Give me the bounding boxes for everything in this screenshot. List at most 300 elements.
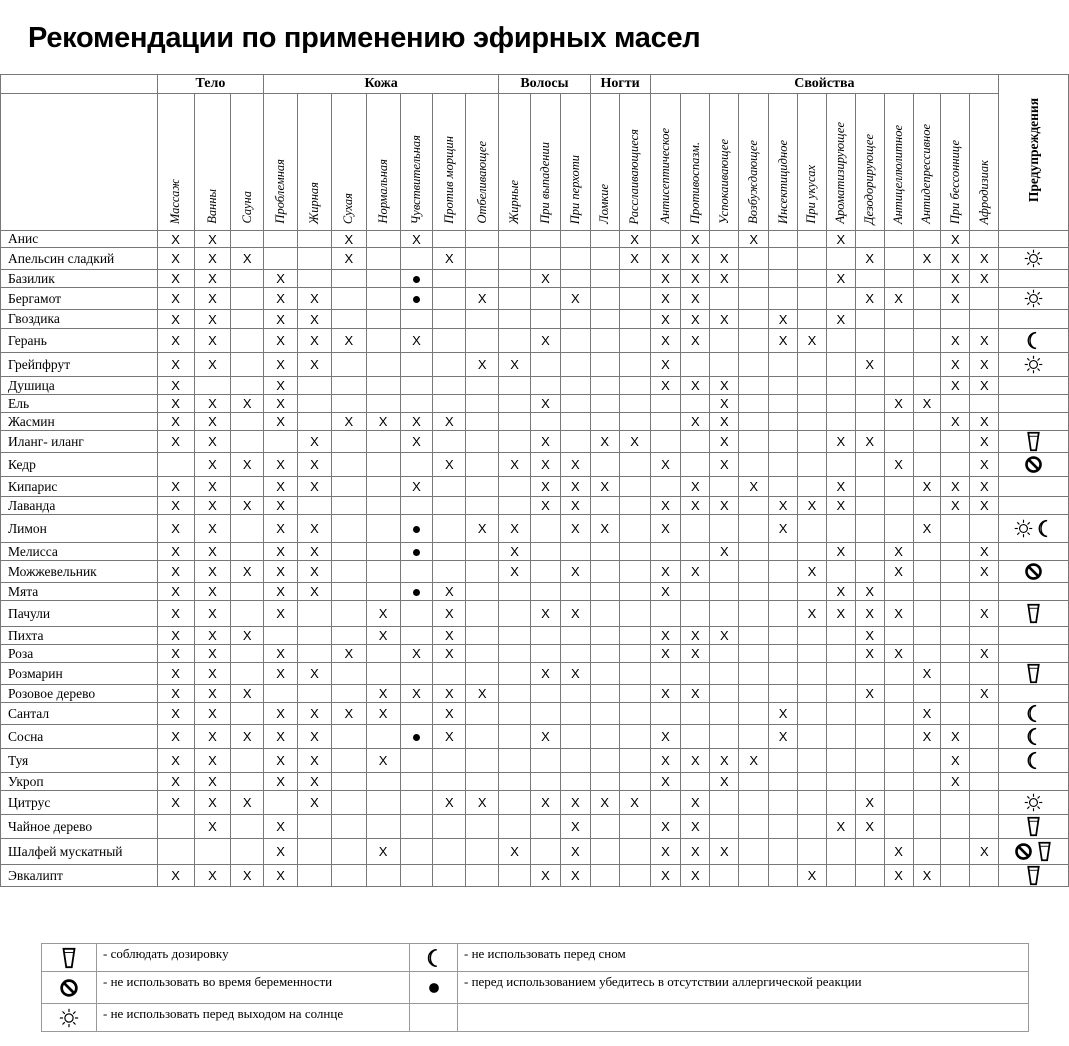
- mark-x: X: [157, 561, 194, 583]
- oil-name: Роза: [1, 645, 158, 663]
- mark-x: X: [433, 453, 466, 477]
- table-row: [1, 248, 1069, 270]
- empty-cell: [590, 248, 619, 270]
- column-header-label: При бессоннице: [947, 139, 962, 224]
- empty-cell: [231, 270, 264, 288]
- legend-text: - соблюдать дозировку: [97, 944, 410, 972]
- empty-cell: [769, 477, 798, 497]
- empty-cell: [400, 353, 433, 377]
- empty-cell: [366, 231, 400, 248]
- mark-x: X: [710, 773, 739, 791]
- empty-cell: [298, 270, 332, 288]
- mark-x: X: [650, 815, 681, 839]
- empty-cell: [797, 310, 826, 329]
- empty-cell: [619, 377, 650, 395]
- mark-x: X: [855, 791, 884, 815]
- empty-cell: [231, 477, 264, 497]
- empty-cell: [710, 815, 739, 839]
- mark-x: X: [855, 353, 884, 377]
- column-header-label: Ароматизирующее: [833, 122, 848, 224]
- mark-x: X: [264, 497, 298, 515]
- mark-x: X: [769, 310, 798, 329]
- column-header: [619, 94, 650, 231]
- empty-cell: [400, 773, 433, 791]
- mark-x: X: [884, 865, 913, 887]
- allergy-dot-icon: [413, 526, 420, 533]
- empty-cell: [590, 413, 619, 431]
- legend-icon-cell: [410, 944, 458, 972]
- mark-x: X: [298, 310, 332, 329]
- empty-cell: [855, 725, 884, 749]
- empty-cell: [739, 497, 769, 515]
- empty-cell: [331, 601, 366, 627]
- empty-cell: [710, 865, 739, 887]
- dosage-glass-icon: [1034, 841, 1055, 862]
- empty-cell: [400, 839, 433, 865]
- empty-cell: [913, 543, 941, 561]
- empty-cell: [366, 453, 400, 477]
- mark-x: X: [650, 497, 681, 515]
- mark-x: X: [264, 601, 298, 627]
- mark-x: X: [560, 497, 590, 515]
- empty-cell: [826, 725, 855, 749]
- group-header: Волосы: [499, 75, 591, 94]
- column-header-label: Сауна: [239, 191, 254, 224]
- mark-x: X: [681, 561, 710, 583]
- mark-x: X: [590, 791, 619, 815]
- empty-cell: [769, 353, 798, 377]
- empty-cell: [797, 431, 826, 453]
- empty-cell: [400, 310, 433, 329]
- mark-x: X: [194, 231, 231, 248]
- empty-cell: [530, 815, 560, 839]
- empty-cell: [855, 413, 884, 431]
- table-row: [1, 839, 1069, 865]
- oils-table: [0, 74, 1069, 887]
- empty-cell: [769, 377, 798, 395]
- mark-x: X: [264, 353, 298, 377]
- mark-x: X: [194, 288, 231, 310]
- empty-cell: [884, 815, 913, 839]
- empty-cell: [797, 543, 826, 561]
- empty-cell: [913, 270, 941, 288]
- mark-x: X: [499, 839, 531, 865]
- mark-x: X: [194, 663, 231, 685]
- empty-cell: [826, 329, 855, 353]
- mark-x: X: [194, 431, 231, 453]
- mark-x: X: [400, 431, 433, 453]
- mark-x: X: [400, 231, 433, 248]
- mark-x: X: [366, 703, 400, 725]
- warnings-cell: [999, 543, 1069, 561]
- oil-name: Душица: [1, 377, 158, 395]
- empty-cell: [433, 477, 466, 497]
- table-row: [1, 231, 1069, 248]
- empty-cell: [884, 791, 913, 815]
- empty-cell: [650, 231, 681, 248]
- empty-cell: [739, 627, 769, 645]
- empty-cell: [884, 353, 913, 377]
- empty-cell: [826, 791, 855, 815]
- mark-x: X: [157, 248, 194, 270]
- dosage-glass-icon: [1023, 663, 1044, 684]
- empty-cell: [366, 773, 400, 791]
- mark-x: X: [157, 773, 194, 791]
- mark-x: X: [298, 329, 332, 353]
- empty-cell: [710, 791, 739, 815]
- empty-cell: [739, 583, 769, 601]
- moon-icon: [1023, 750, 1044, 771]
- mark-x: X: [194, 725, 231, 749]
- empty-cell: [298, 865, 332, 887]
- table-row: [1, 703, 1069, 725]
- empty-cell: [710, 703, 739, 725]
- empty-cell: [884, 663, 913, 685]
- mark-dot-cell: [400, 270, 433, 288]
- mark-x: X: [970, 329, 999, 353]
- mark-x: X: [194, 543, 231, 561]
- warnings-cell: [999, 270, 1069, 288]
- mark-x: X: [826, 583, 855, 601]
- empty-cell: [650, 395, 681, 413]
- empty-cell: [797, 377, 826, 395]
- dosage-glass-icon: [58, 947, 80, 969]
- group-header: Свойства: [650, 75, 999, 94]
- empty-cell: [739, 663, 769, 685]
- empty-cell: [913, 329, 941, 353]
- mark-x: X: [650, 288, 681, 310]
- empty-cell: [797, 773, 826, 791]
- allergy-dot-icon: [413, 296, 420, 303]
- empty-cell: [331, 497, 366, 515]
- mark-x: X: [941, 477, 970, 497]
- empty-cell: [366, 543, 400, 561]
- mark-x: X: [650, 248, 681, 270]
- empty-cell: [560, 703, 590, 725]
- empty-cell: [331, 773, 366, 791]
- mark-x: X: [499, 515, 531, 543]
- mark-x: X: [941, 329, 970, 353]
- mark-x: X: [157, 791, 194, 815]
- table-row: [1, 453, 1069, 477]
- mark-x: X: [619, 248, 650, 270]
- mark-x: X: [194, 497, 231, 515]
- empty-cell: [797, 627, 826, 645]
- empty-cell: [560, 248, 590, 270]
- empty-cell: [913, 685, 941, 703]
- warnings-cell: [999, 815, 1069, 839]
- mark-x: X: [466, 353, 499, 377]
- mark-x: X: [530, 865, 560, 887]
- empty-cell: [797, 395, 826, 413]
- mark-x: X: [264, 515, 298, 543]
- empty-cell: [884, 377, 913, 395]
- empty-cell: [913, 645, 941, 663]
- empty-cell: [331, 627, 366, 645]
- empty-cell: [913, 377, 941, 395]
- mark-dot-cell: [400, 543, 433, 561]
- mark-x: X: [194, 815, 231, 839]
- mark-x: X: [941, 725, 970, 749]
- mark-x: X: [970, 413, 999, 431]
- empty-cell: [855, 543, 884, 561]
- mark-x: X: [884, 453, 913, 477]
- empty-cell: [710, 601, 739, 627]
- empty-cell: [530, 248, 560, 270]
- oil-name: Эвкалипт: [1, 865, 158, 887]
- empty-cell: [650, 601, 681, 627]
- warnings-cell: [999, 413, 1069, 431]
- empty-cell: [739, 395, 769, 413]
- mark-x: X: [194, 645, 231, 663]
- legend-icon-cell: [42, 972, 97, 1004]
- empty-cell: [941, 453, 970, 477]
- dosage-glass-icon: [1023, 865, 1044, 886]
- mark-x: X: [884, 288, 913, 310]
- empty-cell: [970, 865, 999, 887]
- oil-name: Мелисса: [1, 543, 158, 561]
- column-header-label: Жирная: [306, 181, 321, 224]
- mark-x: X: [298, 453, 332, 477]
- empty-cell: [400, 815, 433, 839]
- empty-cell: [619, 773, 650, 791]
- oil-name: Базилик: [1, 270, 158, 288]
- mark-x: X: [157, 583, 194, 601]
- warnings-cell: [999, 288, 1069, 310]
- mark-x: X: [855, 288, 884, 310]
- mark-x: X: [400, 329, 433, 353]
- mark-x: X: [231, 453, 264, 477]
- mark-x: X: [710, 839, 739, 865]
- mark-x: X: [433, 627, 466, 645]
- mark-x: X: [681, 270, 710, 288]
- mark-x: X: [884, 395, 913, 413]
- empty-cell: [231, 515, 264, 543]
- empty-cell: [331, 749, 366, 773]
- warnings-cell: [999, 395, 1069, 413]
- empty-cell: [366, 477, 400, 497]
- empty-cell: [970, 310, 999, 329]
- empty-cell: [331, 515, 366, 543]
- empty-cell: [739, 685, 769, 703]
- empty-cell: [590, 270, 619, 288]
- mark-x: X: [913, 865, 941, 887]
- empty-cell: [826, 685, 855, 703]
- oil-name: Пачули: [1, 601, 158, 627]
- warnings-cell: [999, 645, 1069, 663]
- mark-x: X: [619, 791, 650, 815]
- mark-x: X: [466, 288, 499, 310]
- mark-x: X: [499, 543, 531, 561]
- mark-x: X: [530, 497, 560, 515]
- empty-cell: [400, 703, 433, 725]
- mark-x: X: [590, 431, 619, 453]
- mark-x: X: [298, 288, 332, 310]
- empty-cell: [681, 773, 710, 791]
- mark-x: X: [298, 561, 332, 583]
- mark-x: X: [231, 725, 264, 749]
- empty-cell: [739, 329, 769, 353]
- oil-name: Цитрус: [1, 791, 158, 815]
- empty-cell: [560, 413, 590, 431]
- empty-cell: [650, 413, 681, 431]
- mark-x: X: [769, 703, 798, 725]
- mark-x: X: [264, 663, 298, 685]
- mark-x: X: [433, 703, 466, 725]
- empty-cell: [970, 627, 999, 645]
- mark-x: X: [941, 497, 970, 515]
- empty-cell: [710, 329, 739, 353]
- empty-cell: [433, 865, 466, 887]
- mark-x: X: [157, 395, 194, 413]
- empty-cell: [264, 431, 298, 453]
- column-header-label: Проблемная: [273, 159, 288, 224]
- empty-cell: [884, 725, 913, 749]
- empty-cell: [560, 310, 590, 329]
- empty-cell: [499, 645, 531, 663]
- mark-x: X: [194, 685, 231, 703]
- empty-cell: [710, 561, 739, 583]
- mark-x: X: [194, 791, 231, 815]
- empty-cell: [941, 583, 970, 601]
- empty-cell: [855, 703, 884, 725]
- table-row: [1, 395, 1069, 413]
- empty-cell: [769, 601, 798, 627]
- empty-cell: [884, 310, 913, 329]
- mark-x: X: [194, 583, 231, 601]
- empty-cell: [855, 865, 884, 887]
- empty-cell: [231, 601, 264, 627]
- mark-x: X: [681, 865, 710, 887]
- mark-x: X: [826, 543, 855, 561]
- oil-name: Розовое дерево: [1, 685, 158, 703]
- mark-x: X: [530, 663, 560, 685]
- column-header-label: Ломкие: [597, 184, 612, 224]
- empty-cell: [530, 583, 560, 601]
- empty-cell: [466, 270, 499, 288]
- empty-cell: [466, 645, 499, 663]
- sun-icon: [58, 1007, 80, 1029]
- mark-x: X: [400, 477, 433, 497]
- table-row: [1, 288, 1069, 310]
- empty-cell: [331, 310, 366, 329]
- mark-x: X: [650, 839, 681, 865]
- mark-x: X: [769, 329, 798, 353]
- empty-cell: [400, 865, 433, 887]
- empty-cell: [560, 773, 590, 791]
- oil-name: Шалфей мускатный: [1, 839, 158, 865]
- warnings-cell: [999, 583, 1069, 601]
- mark-x: X: [560, 561, 590, 583]
- mark-x: X: [560, 815, 590, 839]
- empty-cell: [433, 773, 466, 791]
- empty-cell: [739, 515, 769, 543]
- mark-x: X: [710, 310, 739, 329]
- empty-cell: [530, 377, 560, 395]
- mark-x: X: [530, 329, 560, 353]
- mark-x: X: [710, 749, 739, 773]
- empty-cell: [739, 839, 769, 865]
- mark-x: X: [530, 395, 560, 413]
- empty-cell: [710, 515, 739, 543]
- warnings-cell: [999, 231, 1069, 248]
- empty-cell: [710, 645, 739, 663]
- empty-cell: [619, 601, 650, 627]
- column-header-label: Антисептическое: [658, 128, 672, 224]
- empty-cell: [710, 725, 739, 749]
- mark-x: X: [366, 413, 400, 431]
- empty-cell: [590, 353, 619, 377]
- empty-cell: [884, 431, 913, 453]
- empty-cell: [298, 377, 332, 395]
- empty-cell: [884, 703, 913, 725]
- empty-cell: [884, 413, 913, 431]
- empty-cell: [366, 431, 400, 453]
- mark-x: X: [194, 749, 231, 773]
- empty-cell: [797, 231, 826, 248]
- empty-cell: [769, 270, 798, 288]
- mark-x: X: [855, 645, 884, 663]
- empty-cell: [499, 627, 531, 645]
- empty-cell: [560, 329, 590, 353]
- empty-cell: [433, 497, 466, 515]
- empty-cell: [619, 353, 650, 377]
- oil-name: Кипарис: [1, 477, 158, 497]
- column-header: [826, 94, 855, 231]
- column-header-label: Антидепрессивное: [919, 124, 934, 224]
- legend-icon-cell: [42, 944, 97, 972]
- empty-cell: [590, 583, 619, 601]
- empty-cell: [884, 749, 913, 773]
- empty-cell: [619, 815, 650, 839]
- mark-x: X: [264, 395, 298, 413]
- empty-cell: [769, 791, 798, 815]
- oil-name: Мята: [1, 583, 158, 601]
- empty-cell: [433, 288, 466, 310]
- empty-cell: [619, 477, 650, 497]
- empty-cell: [970, 703, 999, 725]
- empty-cell: [590, 329, 619, 353]
- empty-cell: [739, 815, 769, 839]
- column-header-label: Противоспазм.: [687, 141, 702, 224]
- mark-x: X: [194, 477, 231, 497]
- oil-name: Бергамот: [1, 288, 158, 310]
- empty-cell: [769, 231, 798, 248]
- empty-cell: [366, 645, 400, 663]
- empty-cell: [681, 431, 710, 453]
- empty-cell: [826, 248, 855, 270]
- mark-x: X: [499, 453, 531, 477]
- empty-cell: [530, 685, 560, 703]
- empty-cell: [941, 395, 970, 413]
- empty-cell: [769, 839, 798, 865]
- mark-x: X: [366, 685, 400, 703]
- warnings-cell: [999, 725, 1069, 749]
- pregnancy-ban-icon: [1023, 561, 1044, 582]
- mark-x: X: [157, 865, 194, 887]
- empty-cell: [855, 329, 884, 353]
- mark-x: X: [681, 288, 710, 310]
- mark-x: X: [884, 839, 913, 865]
- mark-x: X: [650, 453, 681, 477]
- mark-x: X: [970, 453, 999, 477]
- empty-cell: [366, 395, 400, 413]
- table-row: [1, 329, 1069, 353]
- empty-cell: [466, 703, 499, 725]
- empty-cell: [331, 431, 366, 453]
- mark-x: X: [400, 413, 433, 431]
- empty-cell: [298, 627, 332, 645]
